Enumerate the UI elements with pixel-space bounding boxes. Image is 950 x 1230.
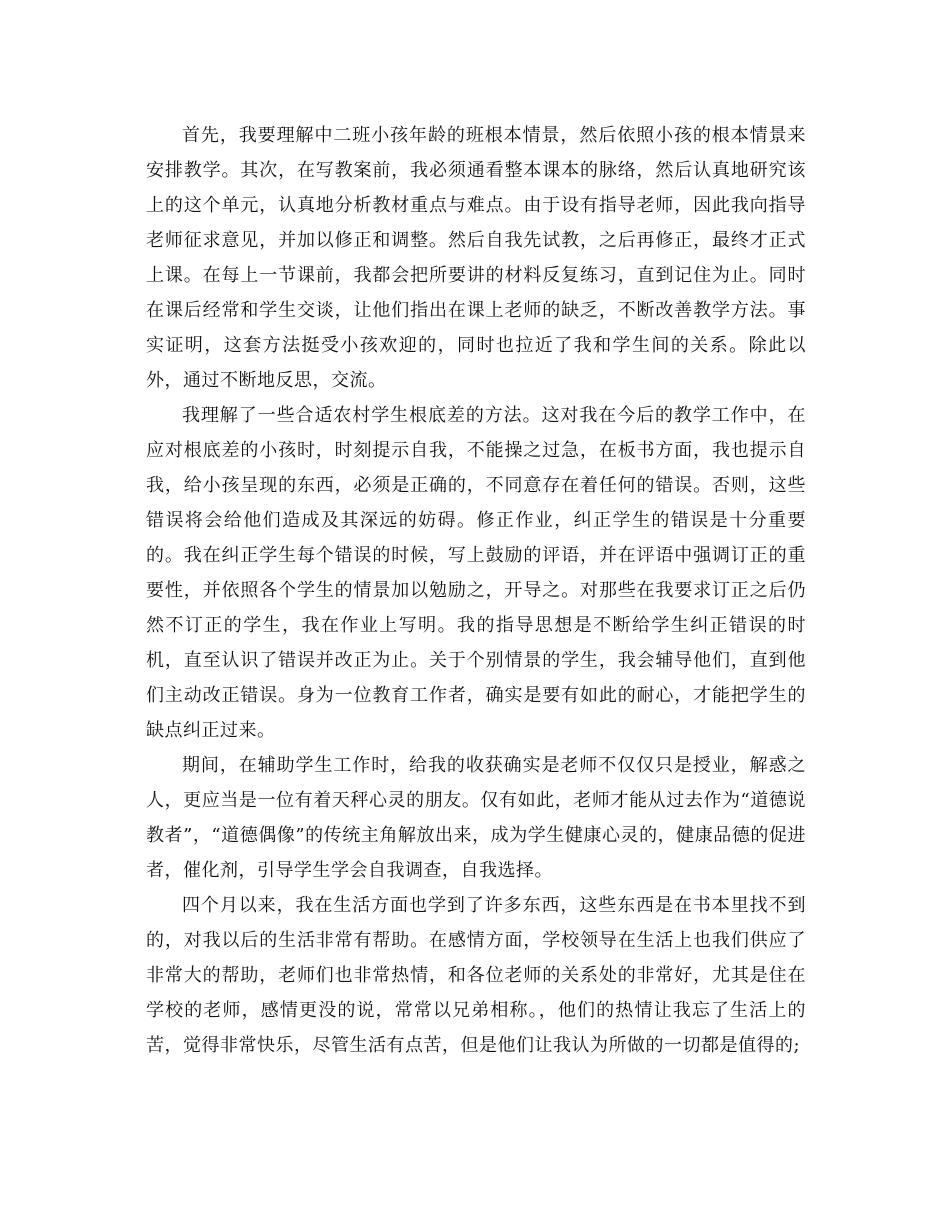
document-body <box>146 118 806 1063</box>
paragraph-4: 四个月以来，我在生活方面也学到了许多东西，这些东西是在书本里找不到的，对我以后的生活非常有帮助。在感情方面，学校领导在生活上也我们供应了非常大的帮助，老师们也非常热情，和各位老师的关系处的非常好，尤其是住在学校的老师，感情更没的说，常常以兄弟相称。，他们的热情让我忘了生活上的苦，觉得非常快乐，尽管生活有点苦，但是他们让我认为所做的一切都是值得的; <box>146 895 806 1056</box>
paragraph-1: 首先，我要理解中二班小孩年龄的班根本情景，然后依照小孩的根本情景来安排教学。其次，在写教案前，我必须通看整本课本的脉络，然后认真地研究该上的这个单元，认真地分析教材重点与难点。由于设有指导老师，因此我向指导老师征求意见，并加以修正和调整。然后自我先试教，之后再修正，最终才正式上课。在每上一节课前，我都会把所要讲的材料反复练习，直到记住为止。同时在课后经常和学生交谈，让他们指出在课上老师的缺乏，不断改善教学方法。事实证明，这套方法挺受小孩欢迎的，同时也拉近了我和学生间的关系。除此以外，通过不断地反思，交流。 <box>146 125 806 391</box>
paragraph-3: 期间，在辅助学生工作时，给我的收获确实是老师不仅仅只是授业，解惑之人，更应当是一位有着天秤心灵的朋友。仅有如此，老师才能从过去作为“道德说教者”，“道德偶像”的传统主角解放出来，成为学生健康心灵的，健康品德的促进者，催化剂，引导学生学会自我调查，自我选择。 <box>146 755 806 881</box>
paragraph-2: 我理解了一些合适农村学生根底差的方法。这对我在今后的教学工作中，在应对根底差的小孩时，时刻提示自我，不能操之过急，在板书方面，我也提示自我，给小孩呈现的东西，必须是正确的，不同意存在着任何的错误。否则，这些错误将会给他们造成及其深远的妨碍。修正作业，纠正学生的错误是十分重要的。我在纠正学生每个错误的时候，写上鼓励的评语，并在评语中强调订正的重要性，并依照各个学生的情景加以勉励之，开导之。对那些在我要求订正之后仍然不订正的学生，我在作业上写明。我的指导思想是不断给学生纠正错误的时机，直至认识了错误并改正为止。关于个别情景的学生，我会辅导他们，直到他们主动改正错误。身为一位教育工作者，确实是要有如此的耐心，才能把学生的缺点纠正过来。 <box>146 405 806 741</box>
